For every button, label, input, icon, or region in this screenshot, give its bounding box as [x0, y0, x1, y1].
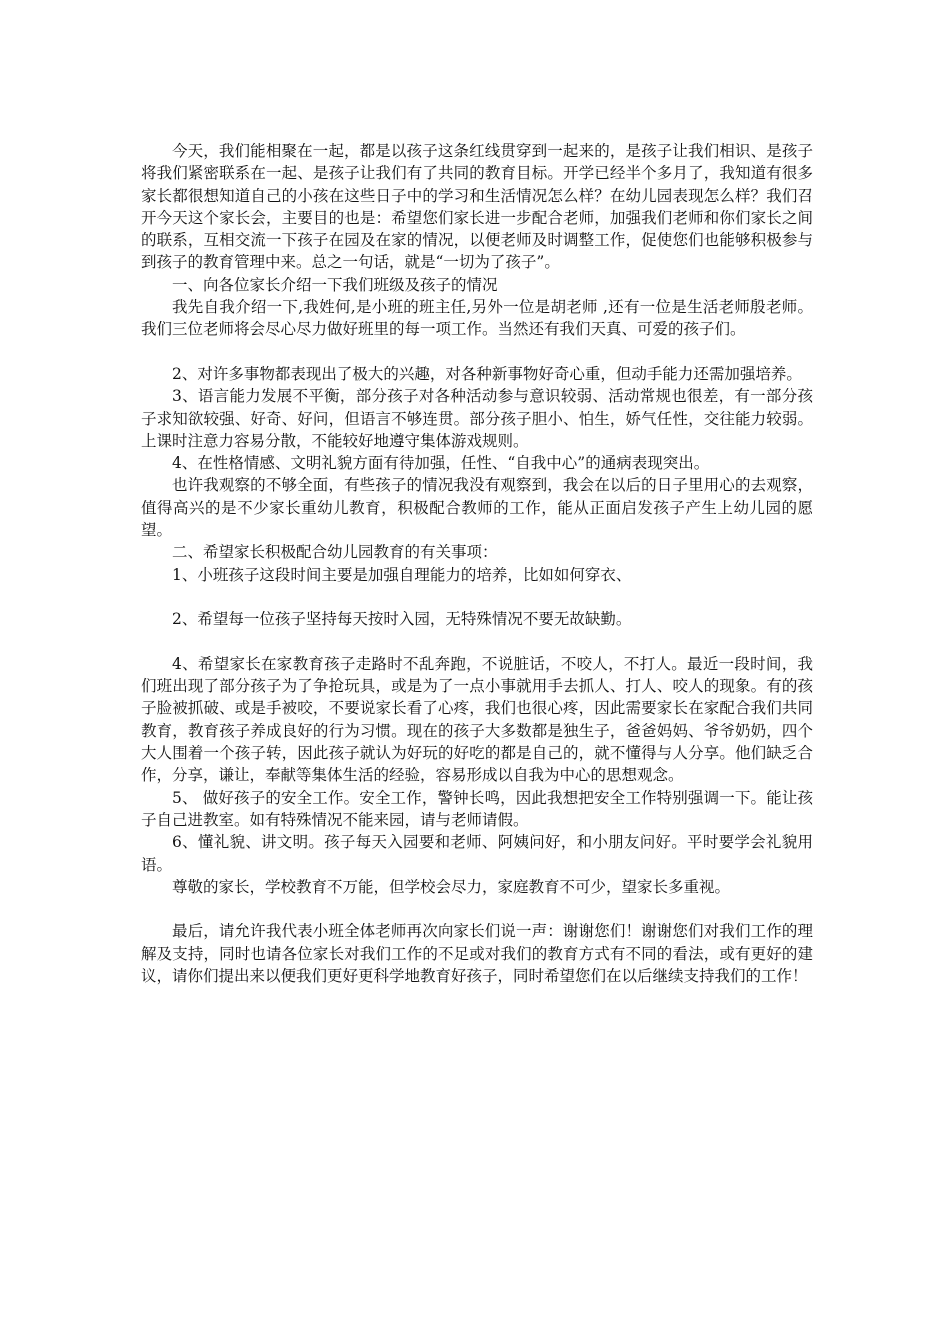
section-heading-1: 一、向各位家长介绍一下我们班级及孩子的情况 — [172, 275, 498, 294]
paragraph-observation: 也许我观察的不够全面，有些孩子的情况我没有观察到，我会在以后的日子里用心的去观察，值得高兴的是不少家长重幼儿教育，积极配合教师的工作，能从正面启发孩子产生上幼儿园的愿望。 — [141, 476, 813, 540]
paragraph-item-3: 3、语言能力发展不平衡，部分孩子对各种活动参与意识较弱、活动常规也很差，有一部分孩子求知欲较强、好奇、好问，但语言不够连贯。部分孩子胆小、怕生，娇气任性，交往能力较弱。上课时注意力容易分散，不能较好地遵守集体游戏规则。 — [141, 387, 813, 450]
blank-line — [141, 631, 813, 653]
blank-line — [141, 898, 813, 920]
paragraph-thanks: 最后，请允许我代表小班全体老师再次向家长们说一声：谢谢您们！谢谢您们对我们工作的理解及支持，同时也请各位家长对我们工作的不足或对我们的教育方式有不同的看法，或有更好的建议，请你们提出来以便我们更好更科学地教育好孩子，同时希望您们在以后继续支持我们的工作！ — [141, 922, 813, 985]
paragraph-request-5: 5、 做好孩子的安全工作。安全工作，警钟长鸣，因此我想把安全工作特别强调一下。能让孩子自己进教室。如有特殊情况不能来园，请与老师请假。 — [141, 788, 813, 829]
document-body — [141, 140, 813, 987]
paragraph-teacher-intro: 我先自我介绍一下,我姓何,是小班的班主任,另外一位是胡老师 ,还有一位是生活老师殷老师。我们三位老师将会尽心尽力做好班里的每一项工作。当然还有我们天真、可爱的孩子们。 — [141, 298, 813, 339]
blank-line — [141, 586, 813, 608]
blank-line — [141, 341, 813, 363]
section-heading-2: 二、希望家长积极配合幼儿园教育的有关事项： — [172, 543, 498, 562]
paragraph-item-4: 4、在性格情感、文明礼貌方面有待加强，任性、“自我中心”的通病表现突出。 — [172, 454, 710, 473]
paragraph-request-1: 1、小班孩子这段时间主要是加强自理能力的培养，比如如何穿衣、 — [172, 565, 632, 584]
paragraph-closing-note: 尊敬的家长，学校教育不万能，但学校会尽力，家庭教育不可少，望家长多重视。 — [172, 877, 731, 896]
paragraph-intro: 今天，我们能相聚在一起，都是以孩子这条红线贯穿到一起来的，是孩子让我们相识、是孩子将我们紧密联系在一起、是孩子让我们有了共同的教育目标。开学已经半个多月了，我知道有很多家长都很想知道自己的小孩在这些日子中的学习和生活情况怎么样？在幼儿园表现怎么样？我们召开今天这个家长会，主要目的也是：希望您们家长进一步配合老师，加强我们老师和你们家长之间的联系，互相交流一下孩子在园及在家的情况，以便老师及时调整工作，促使您们也能够积极参与到孩子的教育管理中来。总之一句话，就是“一切为了孩子”。 — [141, 142, 813, 272]
paragraph-request-4: 4、希望家长在家教育孩子走路时不乱奔跑，不说脏话，不咬人，不打人。最近一段时间，我们班出现了部分孩子为了争抢玩具，或是为了一点小事就用手去抓人、打人、咬人的现象。有的孩子脸被抓破、或是手被咬，不要说家长看了心疼，我们也很心疼，因此需要家长在家配合我们共同教育，教育孩子养成良好的行为习惯。现在的孩子大多数都是独生子，爸爸妈妈、爷爷奶奶，四个大人围着一个孩子转，因此孩子就认为好玩的好吃的都是自己的，就不懂得与人分享。他们缺乏合作，分享，谦让，奉献等集体生活的经验，容易形成以自我为中心的思想观念。 — [141, 654, 813, 785]
paragraph-request-2: 2、希望每一位孩子坚持每天按时入园，无特殊情况不要无故缺勤。 — [172, 610, 632, 629]
paragraph-item-2: 2、对许多事物都表现出了极大的兴趣，对各种新事物好奇心重，但动手能力还需加强培养。 — [172, 364, 802, 383]
paragraph-request-6: 6、懂礼貌、讲文明。孩子每天入园要和老师、阿姨问好，和小朋友问好。平时要学会礼貌用语。 — [141, 833, 813, 874]
